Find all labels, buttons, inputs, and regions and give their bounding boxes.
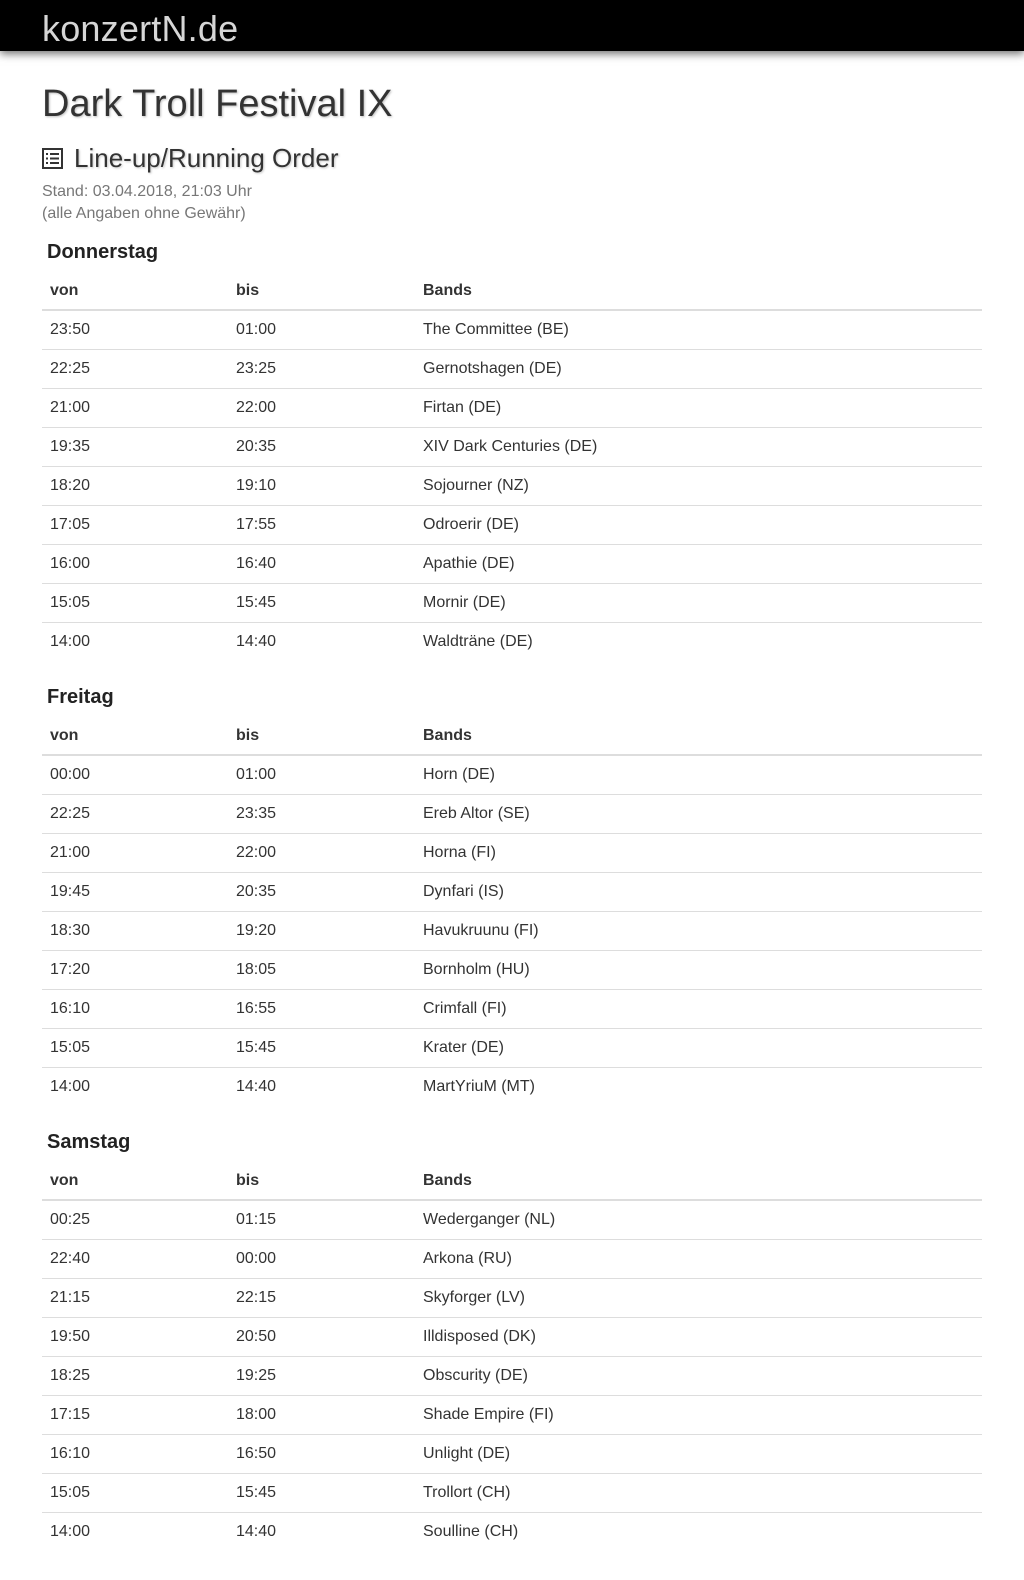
start-time: 19:50 [42,1317,228,1356]
update-info [42,181,252,225]
start-time: 15:05 [42,1028,228,1067]
end-time: 18:00 [228,1395,415,1434]
column-header-to: bis [228,273,415,310]
page-title: Dark Troll Festival IX [42,83,393,125]
table-row [42,1278,982,1317]
band-name: Odroerir (DE) [415,505,982,544]
day-title: Donnerstag [47,241,159,263]
end-time: 19:20 [228,911,415,950]
table-row [42,622,982,661]
list-icon [42,148,63,169]
last-updated: Stand: 03.04.2018, 21:03 Uhr [42,183,252,200]
band-name: Soulline (CH) [415,1512,982,1551]
table-row [42,349,982,388]
site-logo[interactable]: konzertN.de [42,8,239,49]
band-name: Waldträne (DE) [415,622,982,661]
band-name: Bornholm (HU) [415,950,982,989]
table-row [42,1512,982,1551]
band-name: Mornir (DE) [415,583,982,622]
band-name: The Committee (BE) [423,320,569,338]
start-time: 17:20 [42,950,228,989]
end-time: 19:25 [228,1356,415,1395]
start-time: 14:00 [42,1067,228,1106]
band-name: Horn (DE) [423,765,496,783]
band-name: Unlight (DE) [415,1434,982,1473]
table-row [42,911,982,950]
end-time: 14:40 [228,622,415,661]
start-time: 14:00 [42,1512,228,1551]
end-time: 22:00 [228,833,415,872]
table-header-row [42,1163,982,1200]
day-title: Freitag [47,686,114,708]
end-time: 15:45 [228,1473,415,1512]
band-name: Dynfari (IS) [415,872,982,911]
end-time: 19:10 [228,466,415,505]
start-time: 17:15 [42,1395,228,1434]
band-name: Arkona (RU) [415,1239,982,1278]
table-row [42,1067,982,1106]
table-row [42,466,982,505]
end-time: 14:40 [228,1067,415,1106]
section-heading-text: Line-up/Running Order [74,143,339,173]
start-time: 18:20 [42,466,228,505]
table-header-row [42,718,982,755]
end-time: 01:15 [236,1210,277,1228]
schedule-table [42,718,982,1106]
band-name: Firtan (DE) [415,388,982,427]
band-name: Gernotshagen (DE) [415,349,982,388]
column-header-from: von [42,273,228,310]
band-name: Wederganger (NL) [423,1210,556,1228]
start-time: 14:00 [42,622,228,661]
band-name: MartYriuM (MT) [415,1067,982,1106]
end-time: 23:25 [228,349,415,388]
end-time: 23:35 [228,794,415,833]
table-row [42,755,982,794]
end-time: 15:45 [228,1028,415,1067]
end-time: 16:55 [228,989,415,1028]
table-row [42,544,982,583]
band-name: Krater (DE) [415,1028,982,1067]
column-header-to: bis [228,718,415,755]
day-section-freitag [42,682,982,1106]
start-time: 16:00 [42,544,228,583]
table-row [42,872,982,911]
table-row [42,1200,982,1239]
start-time: 22:40 [42,1239,228,1278]
band-name: Trollort (CH) [415,1473,982,1512]
end-time: 15:45 [228,583,415,622]
band-name: Horna (FI) [415,833,982,872]
day-section-donnerstag [42,237,982,661]
band-name: Skyforger (LV) [415,1278,982,1317]
start-time: 19:45 [42,872,228,911]
start-time: 00:00 [50,765,91,783]
table-row [42,833,982,872]
schedule-table [42,1163,982,1551]
band-name: Sojourner (NZ) [415,466,982,505]
start-time: 23:50 [50,320,91,338]
start-time: 18:25 [42,1356,228,1395]
column-header-bands: Bands [415,1163,982,1200]
table-row [42,388,982,427]
end-time: 16:50 [228,1434,415,1473]
table-row [42,794,982,833]
band-name: Shade Empire (FI) [415,1395,982,1434]
table-header-row [42,273,982,310]
table-row [42,1473,982,1512]
start-time: 18:30 [42,911,228,950]
table-row [42,1239,982,1278]
start-time: 22:25 [42,349,228,388]
start-time: 17:05 [42,505,228,544]
table-row [42,1395,982,1434]
end-time: 01:00 [236,320,277,338]
end-time: 18:05 [228,950,415,989]
section-heading [42,143,339,173]
end-time: 14:40 [228,1512,415,1551]
band-name: Obscurity (DE) [415,1356,982,1395]
table-row [42,1317,982,1356]
day-title: Samstag [47,1131,131,1153]
start-time: 21:00 [42,833,228,872]
band-name: Crimfall (FI) [415,989,982,1028]
band-name: Havukruunu (FI) [415,911,982,950]
table-row [42,310,982,349]
end-time: 20:50 [228,1317,415,1356]
end-time: 22:00 [228,388,415,427]
table-row [42,1356,982,1395]
start-time: 19:35 [42,427,228,466]
start-time: 21:00 [42,388,228,427]
table-row [42,989,982,1028]
band-name: Apathie (DE) [415,544,982,583]
column-header-bands: Bands [415,718,982,755]
band-name: Ereb Altor (SE) [415,794,982,833]
start-time: 00:25 [50,1210,91,1228]
start-time: 15:05 [42,1473,228,1512]
top-navbar [0,0,1024,51]
table-row [42,1434,982,1473]
column-header-from: von [42,718,228,755]
table-row [42,583,982,622]
end-time: 22:15 [228,1278,415,1317]
day-section-samstag [42,1127,982,1551]
column-header-bands: Bands [415,273,982,310]
column-header-from: von [42,1163,228,1200]
end-time: 20:35 [228,427,415,466]
start-time: 16:10 [42,1434,228,1473]
band-name: Illdisposed (DK) [415,1317,982,1356]
start-time: 21:15 [42,1278,228,1317]
column-header-to: bis [228,1163,415,1200]
table-row [42,505,982,544]
end-time: 20:35 [228,872,415,911]
band-name: XIV Dark Centuries (DE) [415,427,982,466]
end-time: 16:40 [228,544,415,583]
start-time: 16:10 [42,989,228,1028]
end-time: 01:00 [236,765,277,783]
start-time: 22:25 [42,794,228,833]
table-row [42,1028,982,1067]
end-time: 17:55 [228,505,415,544]
table-row [42,427,982,466]
end-time: 00:00 [228,1239,415,1278]
disclaimer: (alle Angaben ohne Gewähr) [42,205,246,222]
start-time: 15:05 [42,583,228,622]
schedule-table [42,273,982,661]
table-row [42,950,982,989]
